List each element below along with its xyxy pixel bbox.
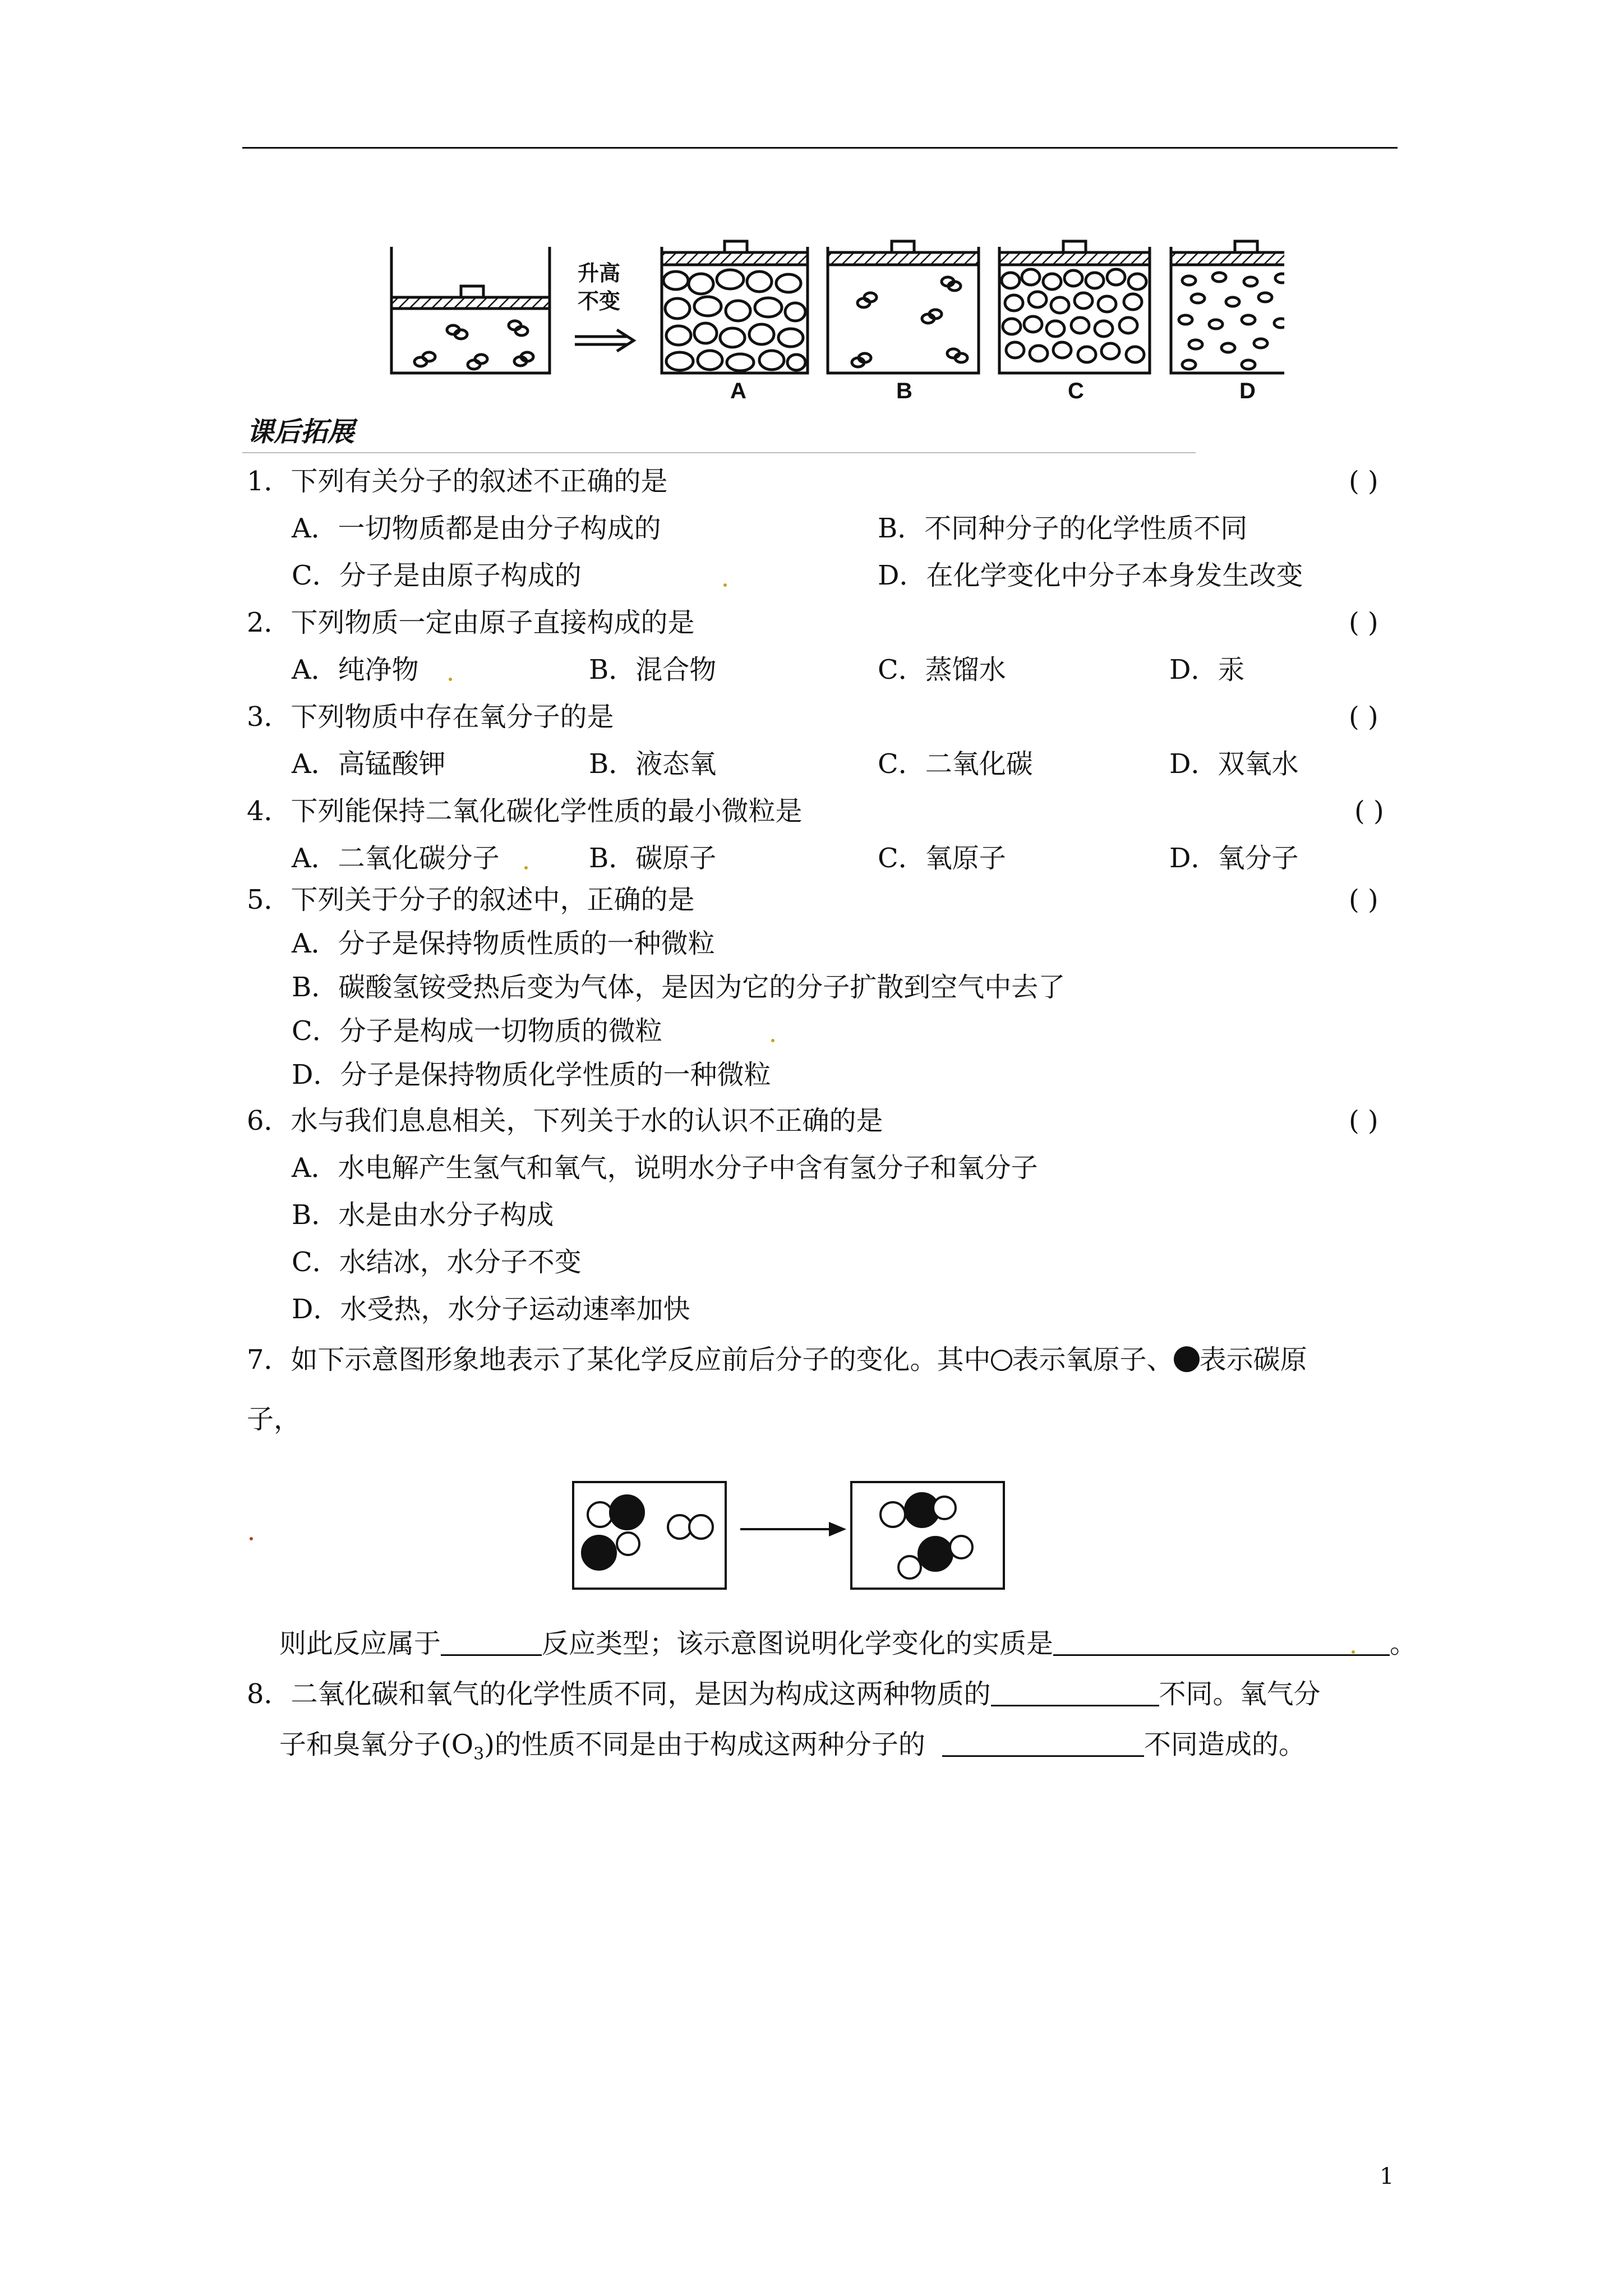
- q6-stem: 6．水与我们息息相关，下列关于水的认识不正确的是: [247, 1105, 883, 1137]
- q1-answer-paren[interactable]: ( ): [1349, 466, 1378, 497]
- cylinder-A: [662, 241, 808, 373]
- q1-stem: 1．下列有关分子的叙述不正确的是: [247, 466, 668, 497]
- q4-option-b: B．碳原子: [589, 843, 717, 874]
- q4-answer-paren[interactable]: ( ): [1354, 795, 1384, 827]
- q6-option-b: B．水是由水分子构成: [292, 1199, 554, 1231]
- reaction-diagram: [572, 1481, 1021, 1593]
- q2-option-a: A．纯净物: [292, 654, 419, 685]
- header-rule: [242, 147, 1398, 149]
- q6-option-d: D．水受热，水分子运动速率加快: [292, 1294, 690, 1325]
- q7-blank-reaction-type[interactable]: [441, 1627, 542, 1656]
- q5-option-a: A．分子是保持物质性质的一种微粒: [292, 928, 715, 959]
- q3-option-d: D．双氧水: [1169, 748, 1299, 780]
- cylinder-D: [1171, 241, 1284, 373]
- label-B: B: [896, 379, 912, 403]
- q4-option-a: A．二氧化碳分子: [292, 843, 500, 874]
- oxygen-atom-icon: [991, 1350, 1012, 1371]
- q4-option-c: C．氧原子: [878, 843, 1006, 874]
- q7-answer-b: 反应类型；该示意图说明化学变化的实质是: [542, 1628, 1054, 1659]
- q7-text-b: 表示氧原子、: [1012, 1344, 1174, 1375]
- page-number: 1: [1380, 2164, 1394, 2189]
- q1-option-c: C．分子是由原子构成的: [292, 560, 582, 591]
- section-title: 课后拓展: [247, 416, 355, 448]
- q5-option-b: B．碳酸氢铵受热后变为气体，是因为它的分子扩散到空气中去了: [292, 972, 1066, 1003]
- q3-answer-paren[interactable]: ( ): [1349, 701, 1378, 733]
- q2-option-d: D．汞: [1169, 654, 1245, 685]
- q8-text-d: )的性质不同是由于构成这两种分子的: [484, 1729, 925, 1760]
- q7-answer-c: 。: [1390, 1628, 1417, 1659]
- q4-option-d: D．氧分子: [1169, 843, 1299, 874]
- q8-subscript: 3: [473, 1744, 485, 1764]
- q2-option-c: C．蒸馏水: [878, 654, 1006, 685]
- q8-text-b: 不同。氧气分: [1159, 1678, 1321, 1710]
- q7-text-a: 7．如下示意图形象地表示了某化学反应前后分子的变化。其中: [247, 1344, 991, 1375]
- q5-option-c: C．分子是构成一切物质的微粒: [292, 1015, 662, 1047]
- q8-text-e: 不同造成的。: [1144, 1729, 1306, 1760]
- arrow-top-label: 升高: [578, 262, 621, 286]
- stray-dot: [524, 866, 528, 869]
- q3-option-c: C．二氧化碳: [878, 748, 1033, 780]
- q7-blank-essence[interactable]: [1053, 1627, 1390, 1656]
- q8-blank-2[interactable]: [942, 1728, 1144, 1757]
- q4-stem: 4．下列能保持二氧化碳化学性质的最小微粒是: [247, 795, 803, 827]
- q8-line1: [247, 1677, 1321, 1711]
- stray-dot: [449, 678, 452, 681]
- q5-option-d: D．分子是保持物质化学性质的一种微粒: [292, 1059, 771, 1091]
- q7-answer-line: [279, 1627, 1417, 1660]
- cylinder-B: [828, 241, 979, 373]
- q5-answer-paren[interactable]: ( ): [1349, 884, 1378, 915]
- label-D: D: [1239, 379, 1256, 403]
- stray-dot: [771, 1039, 774, 1042]
- q8-text-c: 子和臭氧分子(O: [279, 1729, 474, 1760]
- q3-option-b: B．液态氧: [589, 748, 717, 780]
- q2-option-b: B．混合物: [589, 654, 717, 685]
- q3-option-a: A．高锰酸钾: [292, 748, 446, 780]
- label-A: A: [730, 379, 746, 403]
- q7-answer-a: 则此反应属于: [279, 1628, 441, 1659]
- q1-option-d: D．在化学变化中分子本身发生改变: [878, 560, 1303, 591]
- q1-option-b: B．不同种分子的化学性质不同: [878, 513, 1248, 544]
- q8-text-a: 8．二氧化碳和氧气的化学性质不同，是因为构成这两种物质的: [247, 1678, 991, 1710]
- q2-stem: 2．下列物质一定由原子直接构成的是: [247, 607, 695, 638]
- label-C: C: [1068, 379, 1084, 403]
- stray-dot: [1352, 1650, 1355, 1654]
- carbon-atom-icon: [1174, 1346, 1200, 1372]
- cylinder-initial: [391, 247, 550, 373]
- section-underline: [242, 452, 1196, 453]
- q6-option-a: A．水电解产生氢气和氧气，说明水分子中含有氢分子和氧分子: [292, 1152, 1038, 1184]
- arrow-bottom-label: 不变: [578, 290, 621, 314]
- reaction-arrow-icon: [740, 1524, 843, 1535]
- stray-dot: [723, 583, 727, 587]
- q8-line2: [279, 1728, 1306, 1772]
- piston-diagram: [387, 230, 1284, 404]
- q1-option-a: A．一切物质都是由分子构成的: [292, 513, 661, 544]
- stray-dot: [250, 1537, 253, 1540]
- q6-option-c: C．水结冰，水分子不变: [292, 1246, 582, 1278]
- q8-blank-1[interactable]: [991, 1678, 1159, 1706]
- cylinder-C: [999, 241, 1150, 373]
- q5-stem: 5．下列关于分子的叙述中，正确的是: [247, 884, 695, 915]
- q3-stem: 3．下列物质中存在氧分子的是: [247, 701, 614, 733]
- q7-line1: [247, 1343, 1307, 1377]
- q2-answer-paren[interactable]: ( ): [1349, 607, 1378, 638]
- q7-line2: 子，: [247, 1404, 301, 1435]
- double-arrow-icon: [575, 330, 634, 351]
- q7-text-c: 表示碳原: [1199, 1344, 1307, 1375]
- q6-answer-paren[interactable]: ( ): [1349, 1105, 1378, 1137]
